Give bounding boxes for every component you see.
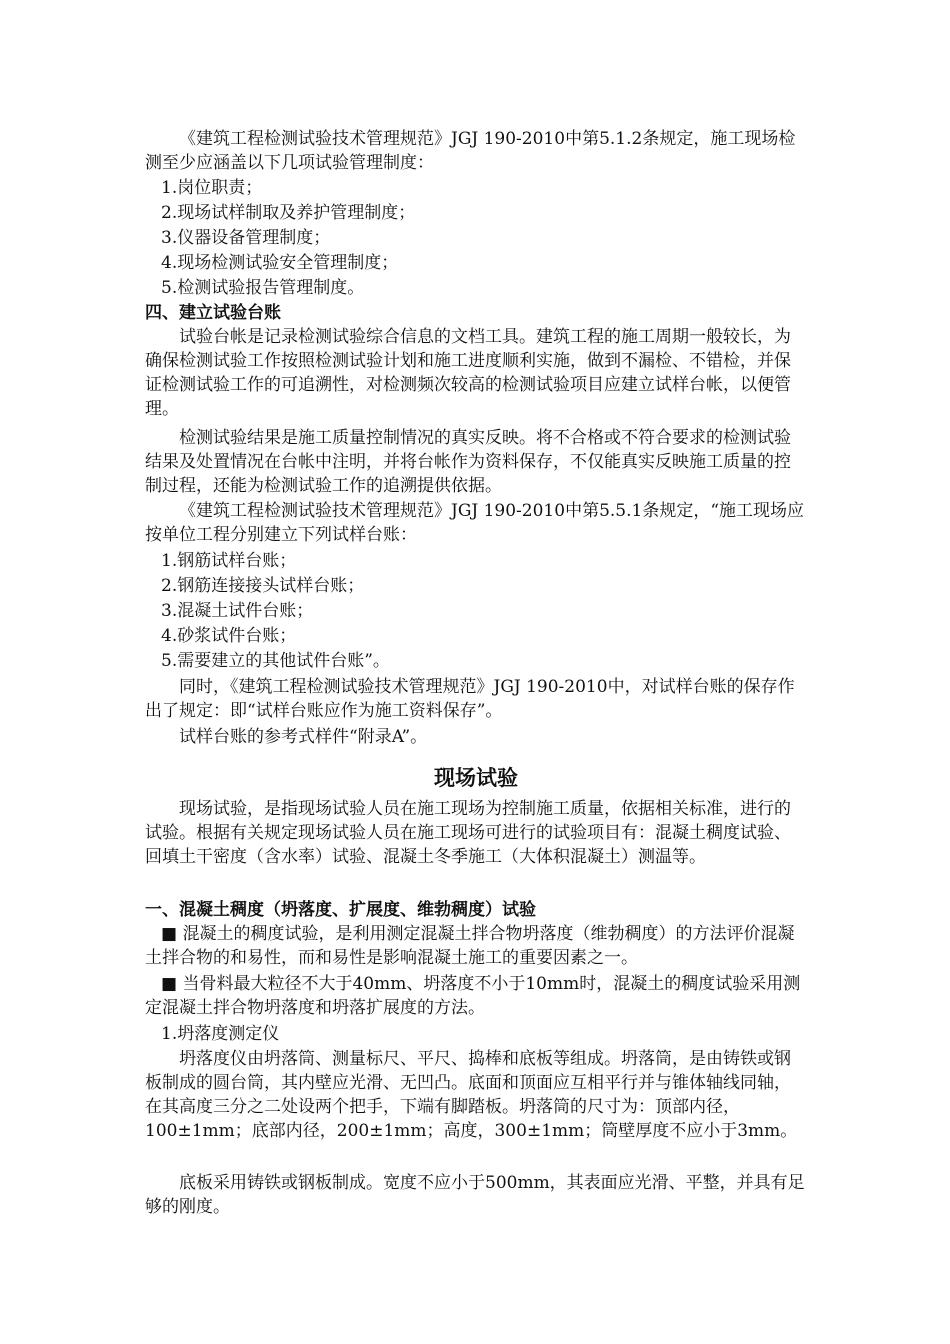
chapter-title: 现场试验: [434, 766, 518, 790]
body-paragraph: 坍落度仪由坍落筒、测量标尺、平尺、捣棒和底板等组成。坍落筒，是由铸铁或钢板制成的圆台筒，其内壁应光滑、无凹凸。底面和顶面应互相平行并与锥体轴线同轴，在其高度三分之二处设两个把手，下端有脚踏板。坍落筒的尺寸为：顶部内径，100±1mm；底部内径，200±1mm；高度，300±1mm；筒壁厚度不应小于3mm。: [145, 1049, 798, 1141]
section-heading: 四、建立试验台账: [145, 303, 281, 323]
section-heading: 一、混凝土稠度（坍落度、扩展度、维勃稠度）试验: [145, 900, 536, 920]
body-paragraph: 《建筑工程检测试验技术管理规范》JGJ 190-2010中第5.5.1条规定，“施工现场应按单位工程分别建立下列试样台账：: [145, 501, 805, 545]
list-item: 3.混凝土试件台账；: [161, 601, 314, 621]
list-item: 4.砂浆试件台账；: [161, 626, 297, 646]
intro-paragraph: 《建筑工程检测试验技术管理规范》JGJ 190-2010中第5.1.2条规定，施工现场检测至少应涵盖以下几项试验管理制度：: [145, 129, 796, 173]
body-paragraph: 检测试验结果是施工质量控制情况的真实反映。将不合格或不符合要求的检测试验结果及处置情况在台帐中注明，并将台帐作为资料保存，不仅能真实反映施工质量的控制过程，还能为检测试验工作的追溯提供依据。: [145, 428, 791, 496]
bullet-paragraph: ■ 混凝土的稠度试验，是利用测定混凝土拌合物坍落度（维勃稠度）的方法评价混凝土拌合物的和易性，而和易性是影响混凝土施工的重要因素之一。: [145, 924, 795, 968]
list-item: 3.仪器设备管理制度；: [161, 228, 331, 248]
body-paragraph: 底板采用铸铁或钢板制成。宽度不应小于500mm，其表面应光滑、平整，并具有足够的刚度。: [145, 1173, 805, 1217]
list-item: 2.钢筋连接接头试样台账；: [161, 576, 365, 596]
list-item: 4.现场检测试验安全管理制度；: [161, 253, 399, 273]
list-item: 2.现场试样制取及养护管理制度；: [161, 203, 416, 223]
list-item: 5.需要建立的其他试件台账”。: [161, 651, 390, 671]
sub-heading: 1.坍落度测定仪: [161, 1024, 280, 1044]
bullet-paragraph: ■ 当骨料最大粒径不大于40mm、坍落度不小于10mm时，混凝土的稠度试验采用测定混凝土拌合物坍落度和坍落扩展度的方法。: [145, 974, 801, 1018]
body-paragraph: 试验台帐是记录检测试验综合信息的文档工具。建筑工程的施工周期一般较长，为确保检测试验工作按照检测试验计划和施工进度顺利实施，做到不漏检、不错检，并保证检测试验工作的可追溯性，对检测频次较高的检测试验项目应建立试样台帐，以便管理。: [145, 327, 791, 419]
list-item: 1.钢筋试样台账；: [161, 551, 297, 571]
body-paragraph: 同时，《建筑工程检测试验技术管理规范》JGJ 190-2010中，对试样台账的保存作出了规定：即“试样台账应作为施工资料保存”。: [145, 677, 795, 721]
list-item: 5.检测试验报告管理制度。: [161, 278, 365, 298]
body-paragraph: 试样台账的参考式样件“附录A”。: [179, 727, 428, 747]
list-item: 1.岗位职责；: [161, 178, 263, 198]
body-paragraph: 现场试验，是指现场试验人员在施工现场为控制施工质量，依据相关标准，进行的试验。根据有关规定现场试验人员在施工现场可进行的试验项目有：混凝土稠度试验、回填土干密度（含水率）试验、混凝土冬季施工（大体积混凝土）测温等。: [145, 799, 791, 867]
